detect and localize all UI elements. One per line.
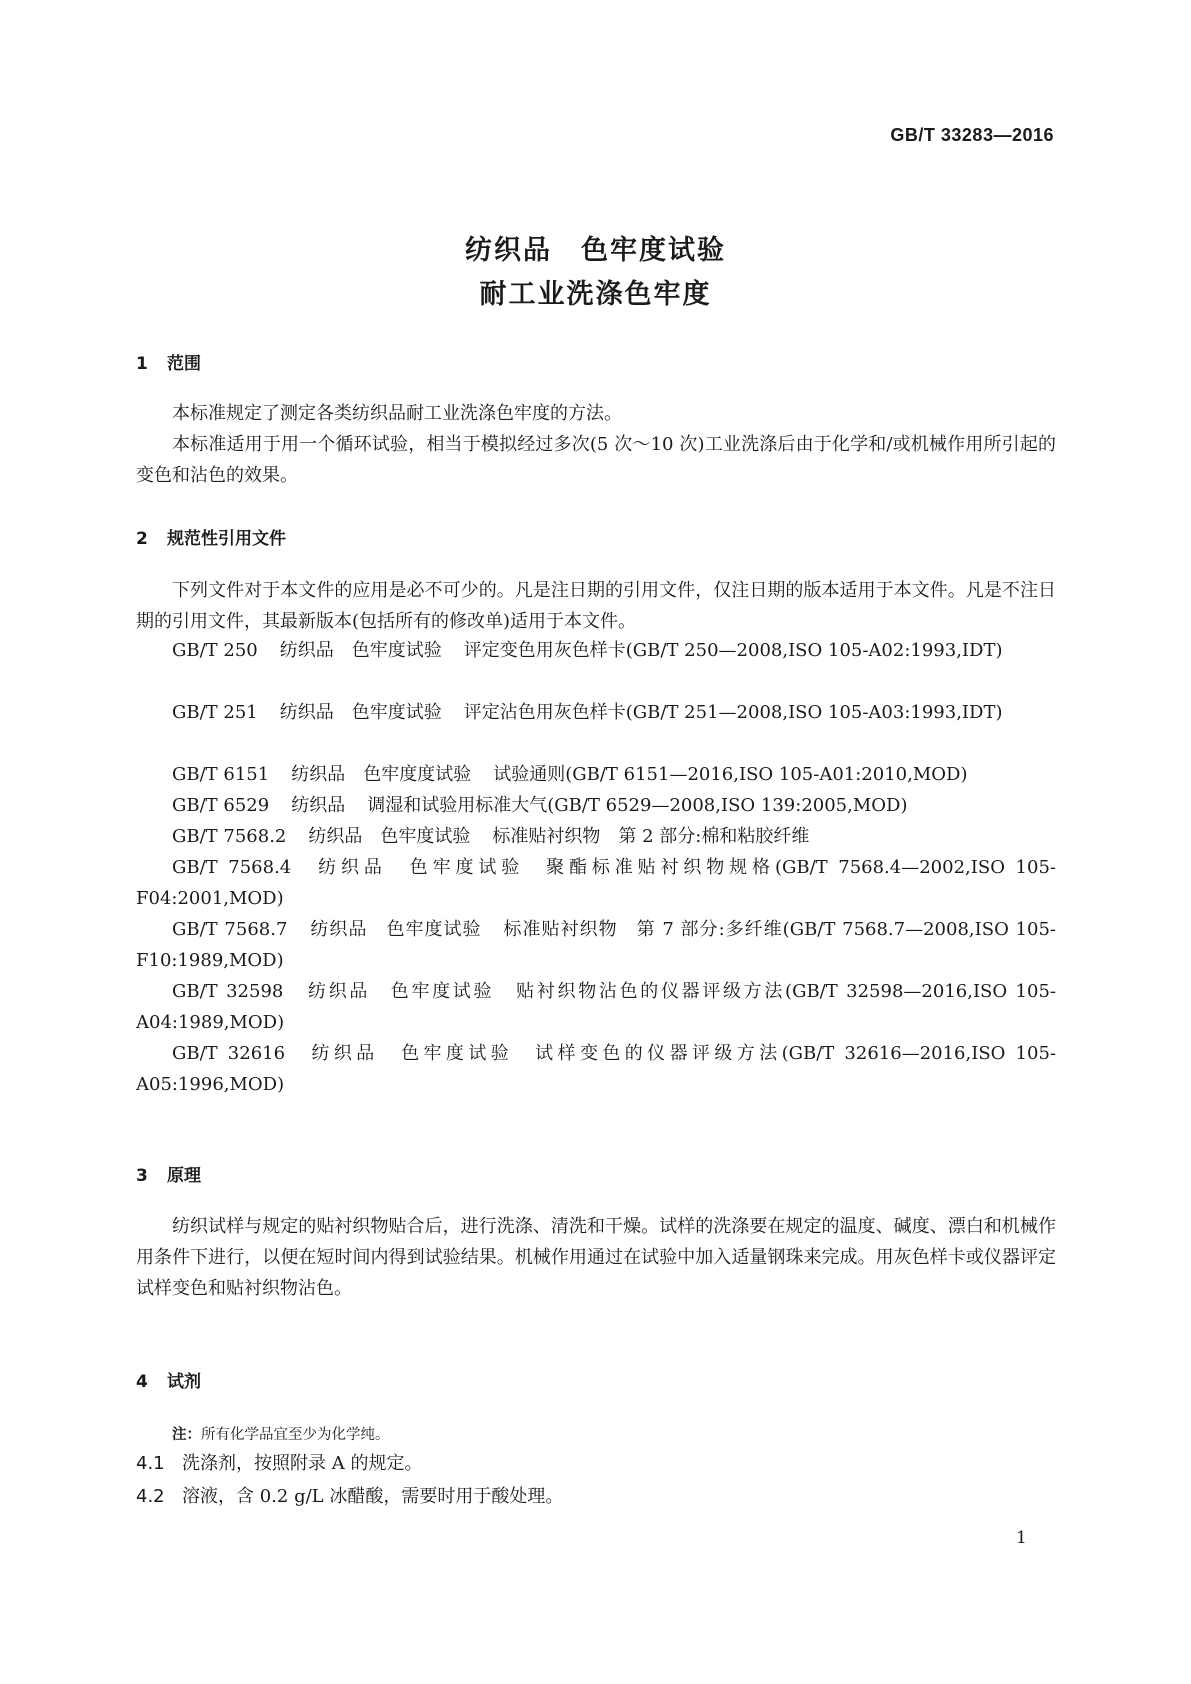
reference-name: 纺织品 色牢度试验	[308, 826, 471, 847]
note-text: 所有化学品宜至少为化学纯。	[201, 1427, 390, 1443]
reference-title: 调湿和试验用标准大气(GB/T 6529—2008,ISO 139:2005,MOD)	[367, 795, 908, 816]
section-title: 原理	[167, 1166, 201, 1186]
section-2-paragraph-1: 下列文件对于本文件的应用是必不可少的。凡是注日期的引用文件，仅注日期的版本适用于本文件。凡是不注日期的引用文件，其最新版本(包括所有的修改单)适用于本文件。	[136, 580, 1056, 632]
reference-title: 标准贴衬织物 第 2 部分:棉和粘胶纤维	[492, 826, 810, 847]
reference-title: 试验通则(GB/T 6151—2016,ISO 105-A01:2010,MOD)	[493, 764, 968, 785]
item-number: 4.1	[136, 1453, 165, 1474]
reference-title: 标准贴衬织物 第 7 部分:多纤维(GB/T 7568.7—2008,ISO 105-F10:1989,MOD)	[136, 919, 1056, 971]
reference-name: 纺织品 色牢度试验	[279, 640, 442, 661]
reference-code: GB/T 7568.7	[172, 919, 288, 940]
section-3-paragraph-1: 纺织试样与规定的贴衬织物贴合后，进行洗涤、清洗和干燥。试样的洗涤要在规定的温度、碱度、漂白和机械作用条件下进行，以便在短时间内得到试验结果。机械作用通过在试验中加入适量钢珠来完成。用灰色样卡或仪器评定试样变色和贴衬织物沾色。	[136, 1216, 1056, 1299]
list-item	[136, 1449, 422, 1475]
reference-code: GB/T 32598	[172, 981, 284, 1002]
reference-title: 聚酯标准贴衬织物规格(GB/T 7568.4—2002,ISO 105-F04:2001,MOD)	[136, 857, 1056, 909]
reference-item	[136, 635, 1056, 666]
reference-title: 评定变色用灰色样卡(GB/T 250—2008,ISO 105-A02:1993,IDT)	[463, 640, 1003, 661]
reference-name: 纺织品 色牢度试验	[313, 857, 525, 878]
reference-code: GB/T 251	[172, 702, 258, 723]
reference-code: GB/T 6151	[172, 764, 270, 785]
reference-name: 纺织品	[291, 795, 346, 816]
section-3-heading	[136, 1161, 201, 1186]
reference-item	[136, 790, 1056, 821]
section-number: 1	[136, 354, 148, 374]
reference-name: 纺织品 色牢度试验	[309, 919, 482, 940]
reference-title: 评定沾色用灰色样卡(GB/T 251—2008,ISO 105-A03:1993,IDT)	[463, 702, 1003, 723]
reference-name: 纺织品 色牢度试验	[279, 702, 442, 723]
list-item	[136, 1482, 563, 1508]
reference-name: 纺织品 色牢度试验	[307, 1043, 514, 1064]
reference-item	[136, 852, 1056, 914]
section-title: 试剂	[167, 1372, 201, 1392]
section-title: 范围	[167, 354, 201, 374]
section-1-paragraph-2: 本标准适用于用一个循环试验，相当于模拟经过多次(5 次～10 次)工业洗涤后由于化学和/或机械作用所引起的变色和沾色的效果。	[136, 434, 1056, 486]
reference-name: 纺织品 色牢度试验	[305, 981, 495, 1002]
reference-title: 贴衬织物沾色的仪器评级方法(GB/T 32598—2016,ISO 105-A04:1989,MOD)	[136, 981, 1056, 1033]
item-text: 洗涤剂，按照附录 A 的规定。	[182, 1453, 423, 1474]
reference-item	[136, 821, 1056, 852]
page-number: 1	[1016, 1528, 1027, 1548]
section-number: 2	[136, 529, 148, 549]
standard-code: GB/T 33283—2016	[890, 125, 1054, 145]
item-text: 溶液，含 0.2 g/L 冰醋酸，需要时用于酸处理。	[182, 1486, 564, 1507]
reference-item	[136, 976, 1056, 1038]
note-label: 注：	[172, 1427, 201, 1443]
reference-code: GB/T 250	[172, 640, 258, 661]
document-title-line1: 纺织品 色牢度试验	[465, 235, 726, 266]
reference-code: GB/T 32616	[172, 1043, 286, 1064]
section-1-heading	[136, 349, 201, 374]
reference-item	[136, 914, 1056, 976]
reference-code: GB/T 6529	[172, 795, 270, 816]
reference-title: 试样变色的仪器评级方法(GB/T 32616—2016,ISO 105-A05:1996,MOD)	[136, 1043, 1056, 1095]
reference-item	[136, 1038, 1056, 1100]
reference-name: 纺织品 色牢度度试验	[291, 764, 472, 785]
reference-code: GB/T 7568.4	[172, 857, 292, 878]
reference-item	[136, 759, 1056, 790]
note	[172, 1423, 390, 1444]
reference-item	[136, 697, 1056, 728]
item-number: 4.2	[136, 1486, 165, 1507]
section-number: 3	[136, 1166, 148, 1186]
reference-code: GB/T 7568.2	[172, 826, 287, 847]
document-title-line2: 耐工业洗涤色牢度	[479, 279, 712, 310]
section-1-paragraph-1: 本标准规定了测定各类纺织品耐工业洗涤色牢度的方法。	[172, 403, 622, 424]
section-number: 4	[136, 1372, 148, 1392]
section-2-heading	[136, 524, 286, 549]
section-4-heading	[136, 1367, 201, 1392]
section-title: 规范性引用文件	[167, 529, 286, 549]
